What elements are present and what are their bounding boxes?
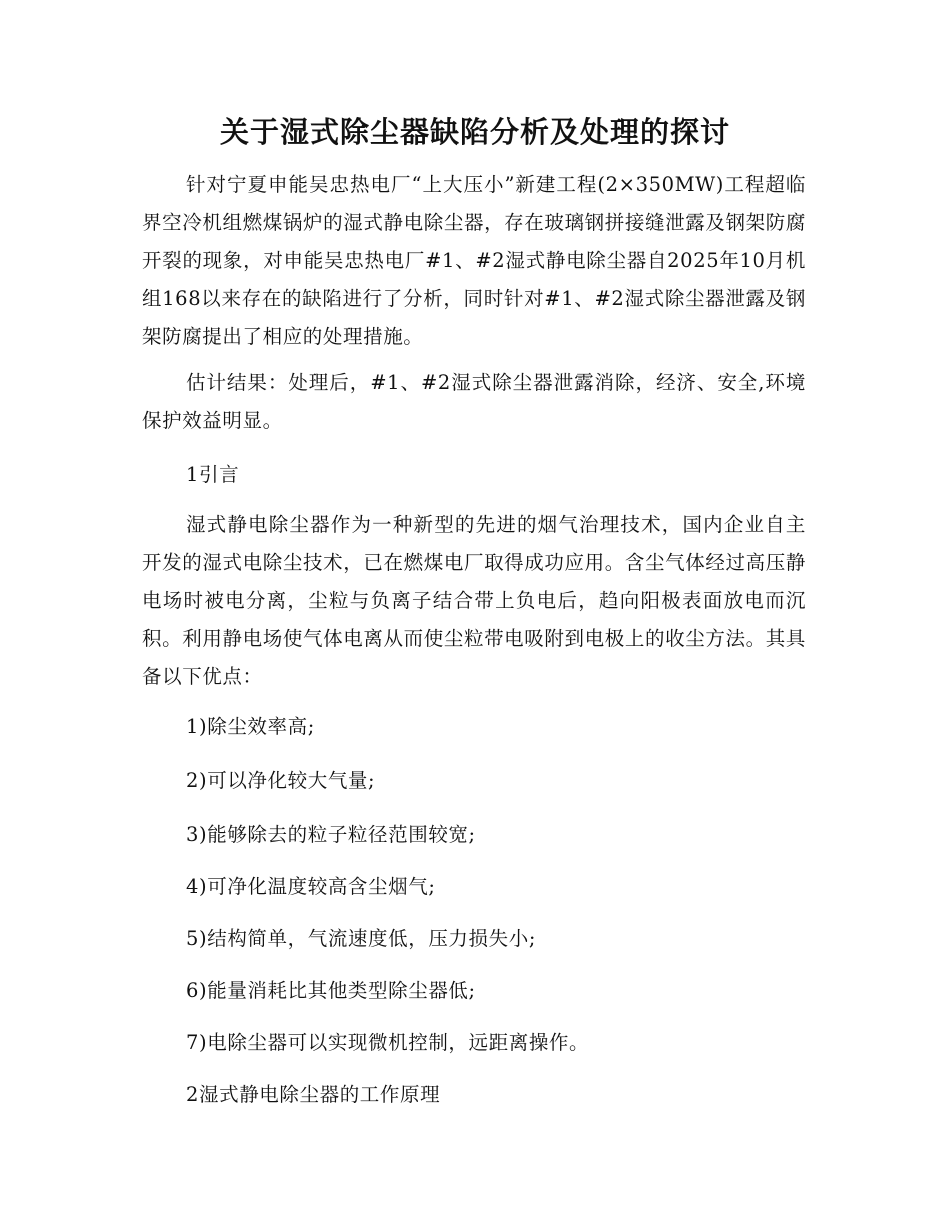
- section-2-heading: 2湿式静电除尘器的工作原理: [186, 1083, 441, 1106]
- advantage-item-3: 3)能够除去的粒子粒径范围较宽;: [186, 823, 476, 846]
- advantage-item-5: 5)结构简单，气流速度低，压力损失小;: [186, 927, 536, 950]
- advantage-item-4: 4)可净化温度较高含尘烟气;: [186, 875, 436, 898]
- result-paragraph: 估计结果：处理后，#1、#2湿式除尘器泄露消除，经济、安全,环境保护效益明显。: [142, 371, 806, 432]
- section-1-body: 湿式静电除尘器作为一种新型的先进的烟气治理技术，国内企业自主开发的湿式电除尘技术，已在燃煤电厂取得成功应用。含尘气体经过高压静电场时被电分离，尘粒与负离子结合带上负电后，趋向阳极表面放电而沉积。利用静电场使气体电离从而使尘粒带电吸附到电极上的收尘方法。其具备以下优点：: [142, 513, 806, 688]
- document-title: 关于湿式除尘器缺陷分析及处理的探讨: [219, 115, 730, 149]
- abstract-paragraph: 针对宁夏申能吴忠热电厂“上大压小”新建工程(2×350MW)工程超临界空冷机组燃煤锅炉的湿式静电除尘器，存在玻璃钢拼接缝泄露及钢架防腐开裂的现象，对申能吴忠热电厂#1、#2湿式静电除尘器自2025年10月机组168以来存在的缺陷进行了分析，同时针对#1、#2湿式除尘器泄露及钢架防腐提出了相应的处理措施。: [142, 173, 806, 348]
- section-1-heading: 1引言: [186, 463, 240, 486]
- advantage-item-7: 7)电除尘器可以实现微机控制，远距离操作。: [186, 1031, 590, 1054]
- advantage-item-2: 2)可以净化较大气量;: [186, 769, 376, 792]
- advantage-item-1: 1)除尘效率高;: [186, 715, 315, 738]
- advantage-item-6: 6)能量消耗比其他类型除尘器低;: [186, 979, 476, 1002]
